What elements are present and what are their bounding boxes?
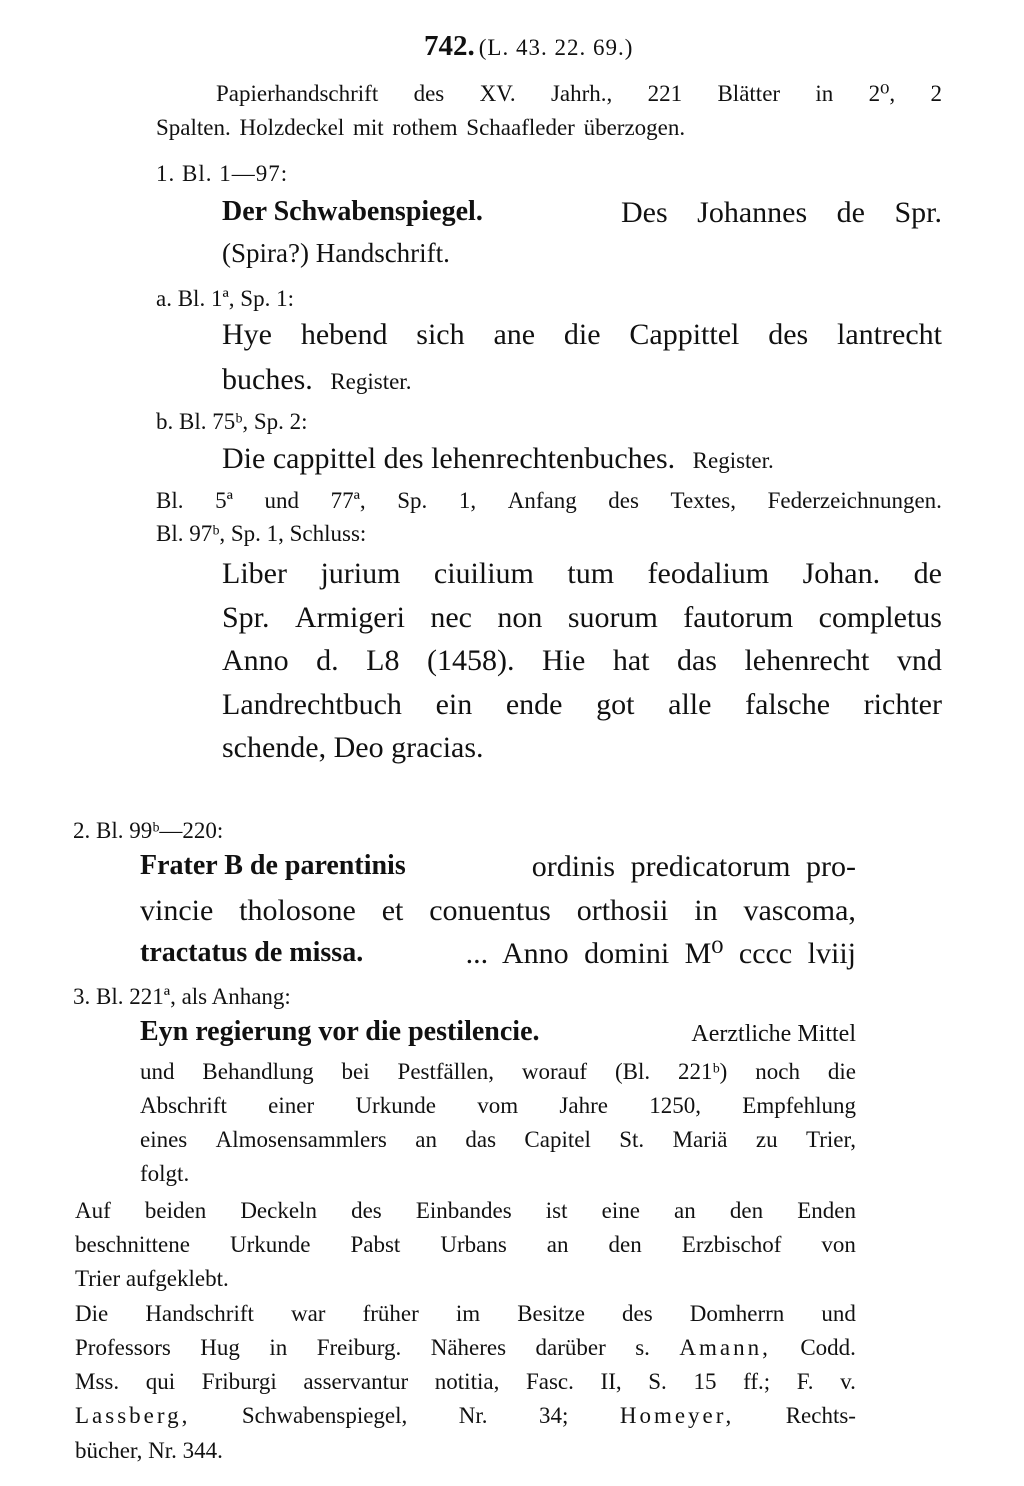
word: des xyxy=(622,1301,653,1326)
word: Behandlung xyxy=(202,1059,314,1084)
word: in xyxy=(269,1335,288,1360)
word: Nr. xyxy=(458,1403,488,1428)
word: Jahre xyxy=(559,1093,608,1118)
tractatus-title: tractatus de missa. xyxy=(140,937,364,968)
word: von xyxy=(821,1232,856,1257)
part1-explicit-line-3 xyxy=(222,646,942,676)
word: Erzbischof xyxy=(681,1232,782,1257)
word: Federzeichnungen. xyxy=(767,488,942,513)
entry-header xyxy=(424,32,633,61)
provenance-line-2 xyxy=(75,1336,856,1359)
word: notitia, xyxy=(434,1369,500,1394)
word: XV. xyxy=(479,81,516,106)
word: den xyxy=(608,1232,642,1257)
word: Rechts- xyxy=(785,1403,856,1428)
word: Pabst xyxy=(350,1232,401,1257)
word: noch xyxy=(755,1059,800,1084)
word: Auf xyxy=(75,1198,111,1223)
word: Hie xyxy=(541,644,586,677)
word: das xyxy=(676,644,717,677)
word: Anno xyxy=(222,644,289,677)
word: des xyxy=(608,488,639,513)
part2-line-3-rest: ... Anno domini M⁰ cccc lviij xyxy=(465,937,856,970)
word: Professors xyxy=(75,1335,171,1360)
word: Friburgi xyxy=(201,1369,277,1394)
word: ende xyxy=(505,687,563,721)
part3-last-line: folgt. xyxy=(140,1161,190,1186)
word: II, xyxy=(600,1369,622,1394)
word: non xyxy=(497,600,543,634)
word: die xyxy=(563,318,601,351)
word: tum xyxy=(567,557,615,590)
binding-paragraph-last: Trier aufgeklebt. xyxy=(75,1266,229,1291)
word: früher xyxy=(362,1301,419,1326)
word: Die xyxy=(75,1301,109,1326)
word: ist xyxy=(545,1198,568,1223)
frater-b-author: Frater B de parentinis xyxy=(140,850,406,881)
word: Mariä xyxy=(672,1127,728,1152)
word: asservantur xyxy=(303,1369,409,1394)
part3-heading: 3. Bl. 221ª, als Anhang: xyxy=(73,984,291,1009)
pestilencie-title: Eyn regierung vor die pestilencie. xyxy=(140,1016,540,1047)
word: Urkunde xyxy=(355,1093,436,1118)
word: ein xyxy=(435,687,473,721)
word: lantrecht xyxy=(837,318,942,351)
word: worauf xyxy=(521,1059,588,1084)
entry-signature: (L. 43. 22. 69.) xyxy=(478,35,634,60)
word: Freiburg. xyxy=(316,1335,402,1360)
schwabenspiegel-title: Der Schwabenspiegel. xyxy=(222,196,483,227)
word: de xyxy=(913,557,942,590)
word: Papierhandschrift xyxy=(216,81,379,106)
word: Domherrn xyxy=(689,1301,785,1326)
word: hat xyxy=(612,644,650,677)
word: 221 xyxy=(647,81,683,106)
part1-heading: 1. Bl. 1—97: xyxy=(156,161,289,186)
word: und xyxy=(821,1301,856,1326)
provenance-line-1 xyxy=(75,1302,856,1325)
word: conuentus xyxy=(429,894,551,927)
word: alle xyxy=(668,687,712,721)
word: an xyxy=(546,1232,569,1257)
word: hebend xyxy=(300,318,388,351)
word: Textes, xyxy=(670,488,736,513)
intro-line-2: Spalten. Holzdeckel mit rothem Schaafleder überzogen. xyxy=(156,115,686,140)
word: Urkunde xyxy=(229,1232,311,1257)
word: Jahrh., xyxy=(550,81,613,106)
word: orthosii xyxy=(576,894,669,927)
word: Armigeri xyxy=(294,600,405,634)
word: die xyxy=(827,1059,856,1084)
word: in xyxy=(694,894,718,927)
word: an xyxy=(674,1198,696,1223)
word: Mss. xyxy=(75,1369,120,1394)
part3-line-3 xyxy=(140,1128,856,1151)
word: Sp. xyxy=(397,488,428,513)
word: des xyxy=(351,1198,382,1223)
word: St. xyxy=(619,1127,645,1152)
word: Blätter xyxy=(717,81,781,106)
word: beiden xyxy=(144,1198,207,1223)
part1-explicit-line-4 xyxy=(222,687,942,721)
part2-line-3 xyxy=(140,939,856,969)
word: Enden xyxy=(797,1198,856,1223)
word: des xyxy=(413,81,445,106)
part1-title-rest: Des Johannes de Spr. xyxy=(621,196,942,229)
word: Hye xyxy=(222,318,272,351)
word: Amann, xyxy=(679,1335,771,1360)
word: Urbans xyxy=(440,1232,507,1257)
word: das xyxy=(465,1127,497,1152)
word: Hug xyxy=(200,1335,240,1360)
binding-line-2 xyxy=(75,1233,856,1256)
word: Lassberg, xyxy=(75,1403,191,1428)
word: war xyxy=(290,1301,326,1326)
word: Liber xyxy=(222,557,287,590)
word: darüber xyxy=(535,1335,606,1360)
word: ane xyxy=(493,318,536,351)
word: ciuilium xyxy=(433,557,534,590)
word: Bl. xyxy=(156,488,184,513)
word: Capitel xyxy=(524,1127,591,1152)
word: Näheres xyxy=(430,1335,507,1360)
part1-a-line-1 xyxy=(222,320,942,350)
word: vascoma, xyxy=(743,894,856,927)
part1-b-heading: b. Bl. 75ᵇ, Sp. 2: xyxy=(156,409,308,434)
word: 34; xyxy=(538,1403,569,1428)
word: F. xyxy=(796,1369,814,1394)
word: Landrechtbuch xyxy=(222,687,402,721)
binding-line-1 xyxy=(75,1199,856,1222)
word: vincie xyxy=(140,894,214,927)
part2-line-1 xyxy=(140,852,856,882)
word: Cappittel xyxy=(629,318,740,351)
provenance-paragraph-last: bücher, Nr. 344. xyxy=(75,1438,223,1463)
word: S. xyxy=(648,1369,667,1394)
word: Codd. xyxy=(800,1335,856,1360)
word: Empfehlung xyxy=(742,1093,856,1118)
word: Trier, xyxy=(806,1127,856,1152)
word: 5ª xyxy=(215,488,233,513)
intro-line-1 xyxy=(216,82,942,105)
word: zu xyxy=(755,1127,778,1152)
word: 15 xyxy=(693,1369,717,1394)
word: 77ª, xyxy=(330,488,366,513)
word: an xyxy=(415,1127,437,1152)
word: Deckeln xyxy=(240,1198,317,1223)
part1-explicit-line-2 xyxy=(222,600,942,634)
word: richter xyxy=(863,687,942,721)
part1-a-heading: a. Bl. 1ª, Sp. 1: xyxy=(156,286,294,311)
part2-heading: 2. Bl. 99ᵇ—220: xyxy=(73,818,224,843)
part1-note-1 xyxy=(156,489,942,512)
word: vnd xyxy=(896,644,942,677)
word: 2 xyxy=(930,81,942,106)
word: Schwabenspiegel, xyxy=(241,1403,408,1428)
word: Handschrift xyxy=(145,1301,254,1326)
part1-a-line-2 xyxy=(222,365,411,395)
part1-b-incipit: Die cappittel des lehenrechtenbuches. xyxy=(222,442,676,475)
word: falsche xyxy=(745,687,831,721)
word: Fasc. xyxy=(525,1369,574,1394)
word: Besitze xyxy=(517,1301,585,1326)
word: lehenrecht xyxy=(744,644,870,677)
part2-line-1-rest: ordinis predicatorum pro- xyxy=(531,850,856,883)
word: einer xyxy=(268,1093,315,1118)
word: suorum xyxy=(567,600,658,634)
entry-number: 742. xyxy=(424,30,475,62)
word: bei xyxy=(341,1059,370,1084)
word: fautorum xyxy=(683,600,794,634)
word: (Bl. xyxy=(614,1059,651,1084)
word: s. xyxy=(635,1335,650,1360)
part1-explicit-last: schende, Deo gracias. xyxy=(222,731,484,764)
word: nec xyxy=(430,600,472,634)
part2-line-2 xyxy=(140,896,856,926)
word: eines xyxy=(140,1127,188,1152)
word: got xyxy=(596,687,635,721)
word: in xyxy=(815,81,834,106)
word: eine xyxy=(601,1198,640,1223)
word: Abschrift xyxy=(140,1093,227,1118)
part3-line-2 xyxy=(140,1094,856,1117)
word: Pestfällen, xyxy=(397,1059,494,1084)
register-label-b: Register. xyxy=(692,448,774,473)
word: ff.; xyxy=(743,1369,771,1394)
word: Einbandes xyxy=(415,1198,512,1223)
word: 1, xyxy=(458,488,477,513)
word: beschnittene xyxy=(75,1232,190,1257)
part1-title-line xyxy=(222,198,942,228)
part1-title-line-2: (Spira?) Handschrift. xyxy=(222,238,450,268)
word: und xyxy=(140,1059,175,1084)
word: completus xyxy=(818,600,942,634)
register-label-a: Register. xyxy=(330,369,412,394)
word: d. xyxy=(316,644,339,677)
word: feodalium xyxy=(647,557,770,590)
word: und xyxy=(264,488,299,513)
word: L8 xyxy=(366,644,400,677)
word: 2⁰, xyxy=(868,81,896,106)
word: Almosensammlers xyxy=(215,1127,387,1152)
provenance-line-3 xyxy=(75,1370,856,1393)
part1-b-line xyxy=(222,444,774,474)
word: Spr. xyxy=(222,600,270,634)
word: den xyxy=(729,1198,764,1223)
word: 1250, xyxy=(649,1093,701,1118)
provenance-line-4 xyxy=(75,1404,856,1427)
word: Johan. xyxy=(802,557,881,590)
word: des xyxy=(768,318,809,351)
part1-note-2: Bl. 97ᵇ, Sp. 1, Schluss: xyxy=(156,521,367,546)
word: sich xyxy=(416,318,465,351)
word: 221ᵇ) xyxy=(678,1059,728,1084)
word: qui xyxy=(145,1369,176,1394)
part1-explicit-line-1 xyxy=(222,559,942,589)
word: v. xyxy=(840,1369,856,1394)
word: tholosone xyxy=(239,894,356,927)
part3-title-line xyxy=(140,1018,856,1046)
word: (1458). xyxy=(427,644,515,677)
word: et xyxy=(381,894,404,927)
word: Anfang xyxy=(507,488,577,513)
word: Homeyer, xyxy=(619,1403,735,1428)
part3-line-1 xyxy=(140,1060,856,1083)
word: vom xyxy=(477,1093,519,1118)
word: im xyxy=(455,1301,481,1326)
word: jurium xyxy=(320,557,401,590)
part3-title-rest: Aerztliche Mittel xyxy=(691,1021,856,1047)
part1-a-incipit-end: buches. xyxy=(222,363,313,396)
